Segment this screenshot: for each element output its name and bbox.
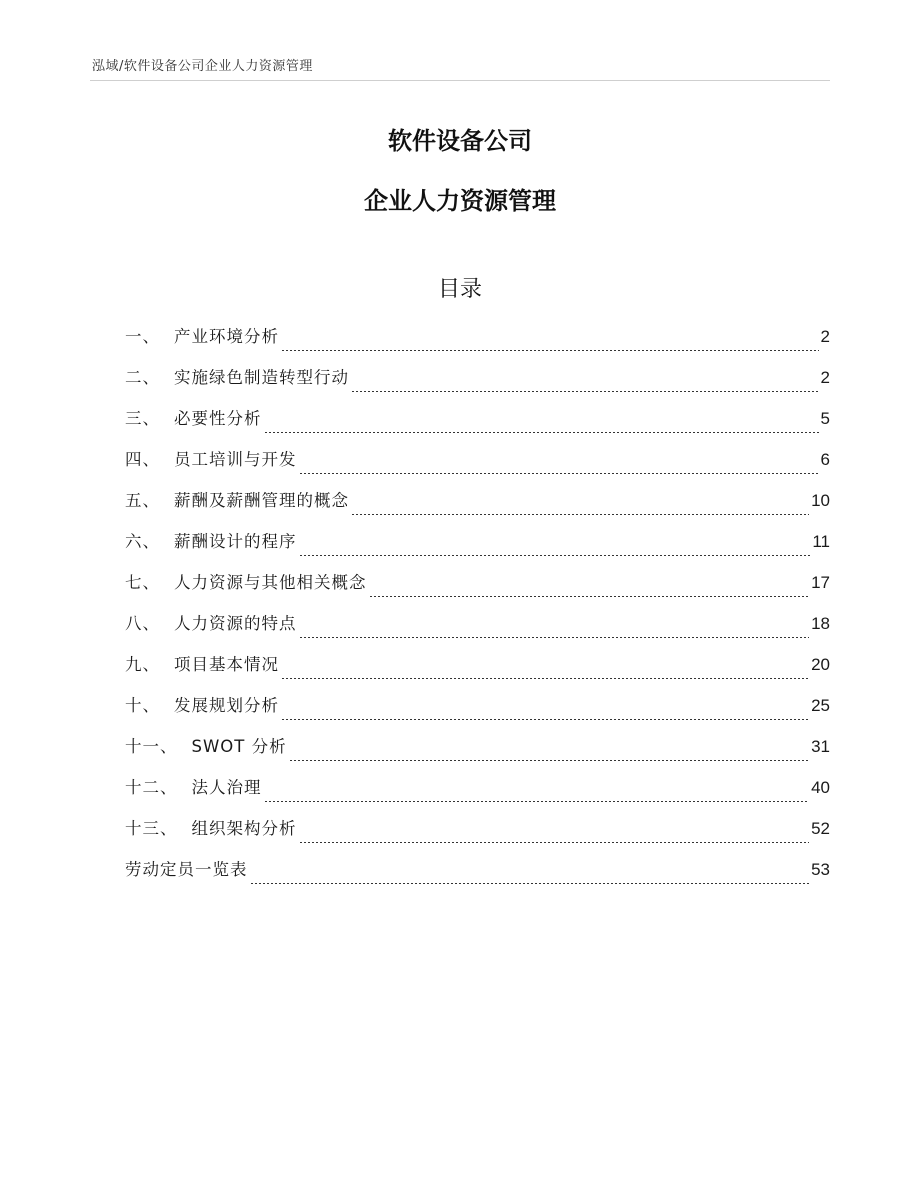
toc-entry-label <box>125 731 287 763</box>
toc-entry-number: 十二、 <box>125 778 178 797</box>
toc-entry-number: 十、 <box>125 696 160 715</box>
toc-entry-page: 18 <box>811 614 830 633</box>
toc-entry-page: 6 <box>820 450 830 469</box>
toc-entry[interactable] <box>125 485 830 526</box>
toc-entry-page: 10 <box>811 491 830 510</box>
toc-entry-page: 11 <box>812 532 830 551</box>
toc-entry-page: 5 <box>820 409 830 428</box>
toc-entry-title: 实施绿色制造转型行动 <box>174 368 349 387</box>
toc-entry-number: 七、 <box>125 573 160 592</box>
toc-entry-title: SWOT 分析 <box>191 737 287 756</box>
document-title: 软件设备公司 <box>388 127 532 155</box>
toc-entry-page: 2 <box>820 327 830 346</box>
toc-entry-label <box>125 608 297 640</box>
toc-entry[interactable] <box>125 526 830 567</box>
toc-entry-number: 四、 <box>125 450 160 469</box>
toc-dot-leader <box>281 719 809 720</box>
toc-dot-leader <box>351 391 819 392</box>
toc-entry-title: 发展规划分析 <box>174 696 279 715</box>
toc-entry[interactable] <box>125 403 830 444</box>
toc-entry-label <box>125 526 297 558</box>
toc-entry-number: 一、 <box>125 327 160 346</box>
toc-entry-page: 31 <box>811 737 830 756</box>
toc-entry-title: 人力资源的特点 <box>174 614 297 633</box>
toc-dot-leader <box>264 432 819 433</box>
toc-dot-leader <box>351 514 809 515</box>
toc-dot-leader <box>369 596 810 597</box>
toc-entry[interactable] <box>125 772 830 813</box>
toc-entry-number: 六、 <box>125 532 160 551</box>
toc-entry-page: 40 <box>811 778 830 797</box>
toc-entry-label <box>125 813 297 845</box>
toc-entry[interactable] <box>125 608 830 649</box>
toc-entry-number: 八、 <box>125 614 160 633</box>
toc-entry-title: 薪酬设计的程序 <box>174 532 297 551</box>
table-of-contents <box>125 321 830 895</box>
header-divider <box>90 80 830 81</box>
toc-entry-label <box>125 362 349 394</box>
toc-entry[interactable] <box>125 321 830 362</box>
toc-dot-leader <box>299 555 811 556</box>
toc-entry-page: 20 <box>811 655 830 674</box>
toc-dot-leader <box>281 678 809 679</box>
toc-entry-label <box>125 772 262 804</box>
toc-entry[interactable] <box>125 690 830 731</box>
toc-entry-title: 项目基本情况 <box>174 655 279 674</box>
toc-entry[interactable] <box>125 649 830 690</box>
toc-entry[interactable] <box>125 813 830 854</box>
toc-entry-page: 2 <box>820 368 830 387</box>
toc-entry-number: 十一、 <box>125 737 178 756</box>
toc-entry-title: 员工培训与开发 <box>174 450 297 469</box>
toc-dot-leader <box>250 883 810 884</box>
toc-entry-page: 17 <box>811 573 830 592</box>
toc-dot-leader <box>299 637 810 638</box>
toc-entry-title: 组织架构分析 <box>191 819 297 838</box>
toc-entry[interactable] <box>125 567 830 608</box>
toc-entry-title: 劳动定员一览表 <box>125 860 248 879</box>
toc-entry-title: 薪酬及薪酬管理的概念 <box>174 491 349 510</box>
toc-entry[interactable] <box>125 731 830 772</box>
toc-entry[interactable] <box>125 854 830 895</box>
toc-heading: 目录 <box>437 277 482 302</box>
toc-entry-title: 法人治理 <box>191 778 262 797</box>
toc-entry[interactable] <box>125 362 830 403</box>
toc-entry-number: 二、 <box>125 368 160 387</box>
toc-dot-leader <box>281 350 819 351</box>
toc-dot-leader <box>264 801 810 802</box>
toc-entry[interactable] <box>125 444 830 485</box>
document-subtitle: 企业人力资源管理 <box>364 187 556 215</box>
toc-entry-label <box>125 403 262 435</box>
toc-entry-label <box>125 444 297 476</box>
toc-entry-label <box>125 321 279 353</box>
toc-entry-label <box>125 485 349 517</box>
toc-entry-label <box>125 690 279 722</box>
toc-entry-label <box>125 649 279 681</box>
toc-entry-title: 人力资源与其他相关概念 <box>174 573 367 592</box>
toc-entry-number: 十三、 <box>125 819 178 838</box>
toc-entry-number: 五、 <box>125 491 160 510</box>
running-header: 泓域/软件设备公司企业人力资源管理 <box>92 59 313 74</box>
toc-entry-label <box>125 567 367 599</box>
toc-entry-page: 53 <box>811 860 830 879</box>
toc-dot-leader <box>299 842 810 843</box>
toc-entry-title: 必要性分析 <box>174 409 262 428</box>
toc-entry-label <box>125 854 248 886</box>
toc-entry-page: 25 <box>811 696 830 715</box>
toc-dot-leader <box>289 760 809 761</box>
toc-entry-title: 产业环境分析 <box>174 327 279 346</box>
toc-entry-number: 三、 <box>125 409 160 428</box>
toc-dot-leader <box>299 473 819 474</box>
toc-entry-page: 52 <box>811 819 830 838</box>
toc-entry-number: 九、 <box>125 655 160 674</box>
